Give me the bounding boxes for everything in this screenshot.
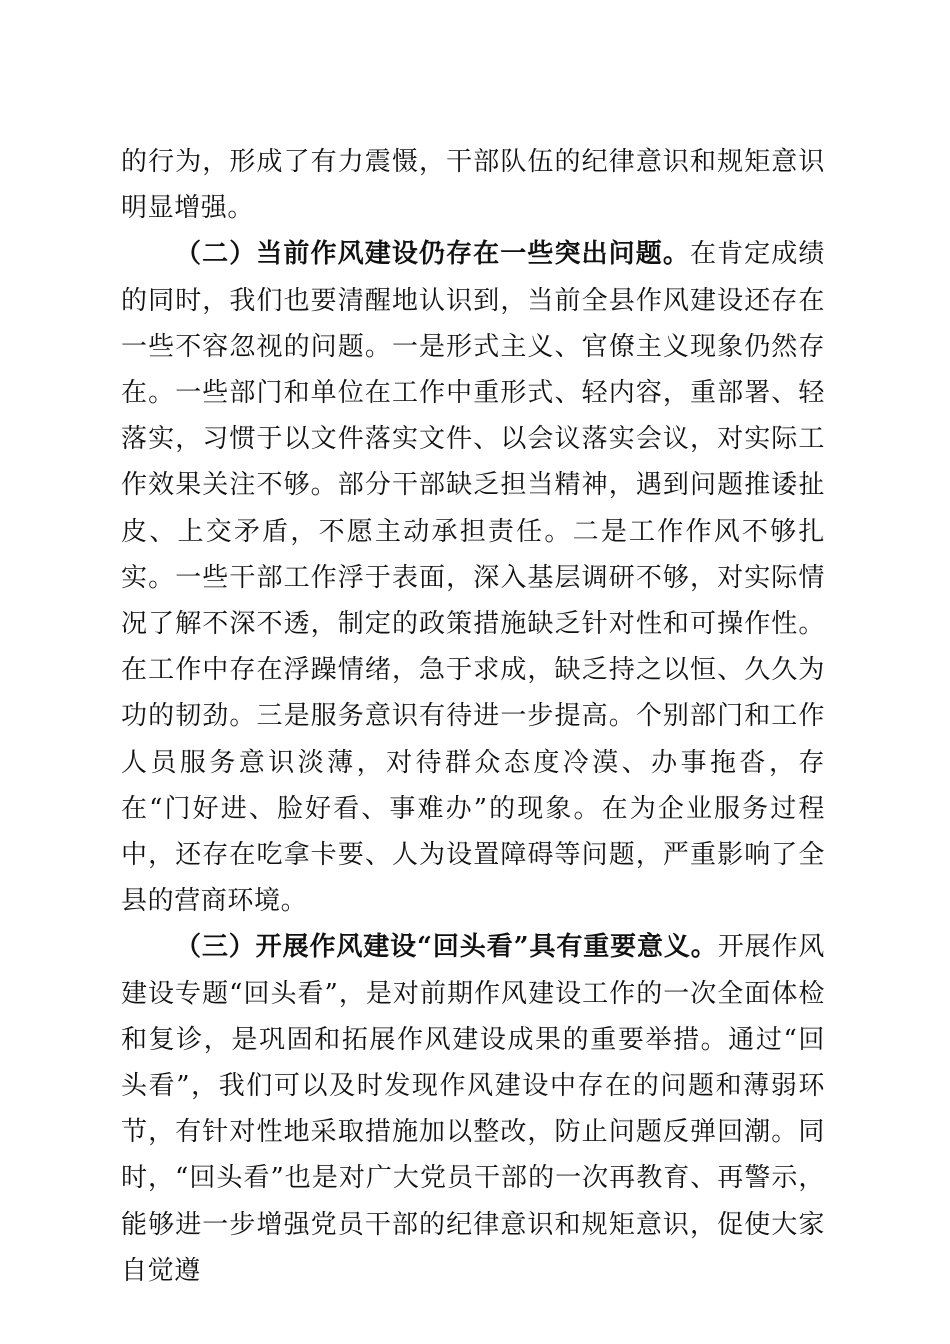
section-three-heading: （三）开展作风建设“回头看”具有重要意义。 (175, 932, 718, 963)
paragraph-continuation (121, 139, 825, 231)
paragraph-section-three (121, 924, 825, 1294)
section-two-heading: （二）当前作风建设仍存在一些突出问题。 (175, 239, 690, 270)
section-three-text: 开展作风建设专题“回头看”，是对前期作风建设工作的一次全面体检和复诊，是巩固和拓展作风建设成果的重要举措。通过“回头看”，我们可以及时发现作风建设中存在的问题和薄弱环节，有针对性地采取措施加以整改，防止问题反弹回潮。同时，“回头看”也是对广大党员干部的一次再教育、再警示，能够进一步增强党员干部的纪律意识和规矩意识，促使大家自觉遵 (121, 932, 826, 1286)
paragraph-section-two (121, 231, 825, 924)
document-body (121, 139, 825, 1294)
section-two-text: 在肯定成绩的同时，我们也要清醒地认识到，当前全县作风建设还存在一些不容忽视的问题。一是形式主义、官僚主义现象仍然存在。一些部门和单位在工作中重形式、轻内容，重部署、轻落实，习惯于以文件落实文件、以会议落实会议，对实际工作效果关注不够。部分干部缺乏担当精神，遇到问题推诿扯皮、上交矛盾，不愿主动承担责任。二是工作作风不够扎实。一些干部工作浮于表面，深入基层调研不够，对实际情况了解不深不透，制定的政策措施缺乏针对性和可操作性。在工作中存在浮躁情绪，急于求成，缺乏持之以恒、久久为功的韧劲。三是服务意识有待进一步提高。个别部门和工作人员服务意识淡薄，对待群众态度冷漠、办事拖沓，存在“门好进、脸好看、事难办”的现象。在为企业服务过程中，还存在吃拿卡要、人为设置障碍等问题，严重影响了全县的营商环境。 (121, 239, 825, 917)
paragraph-1-text: 的行为，形成了有力震慑，干部队伍的纪律意识和规矩意识明显增强。 (121, 147, 825, 224)
